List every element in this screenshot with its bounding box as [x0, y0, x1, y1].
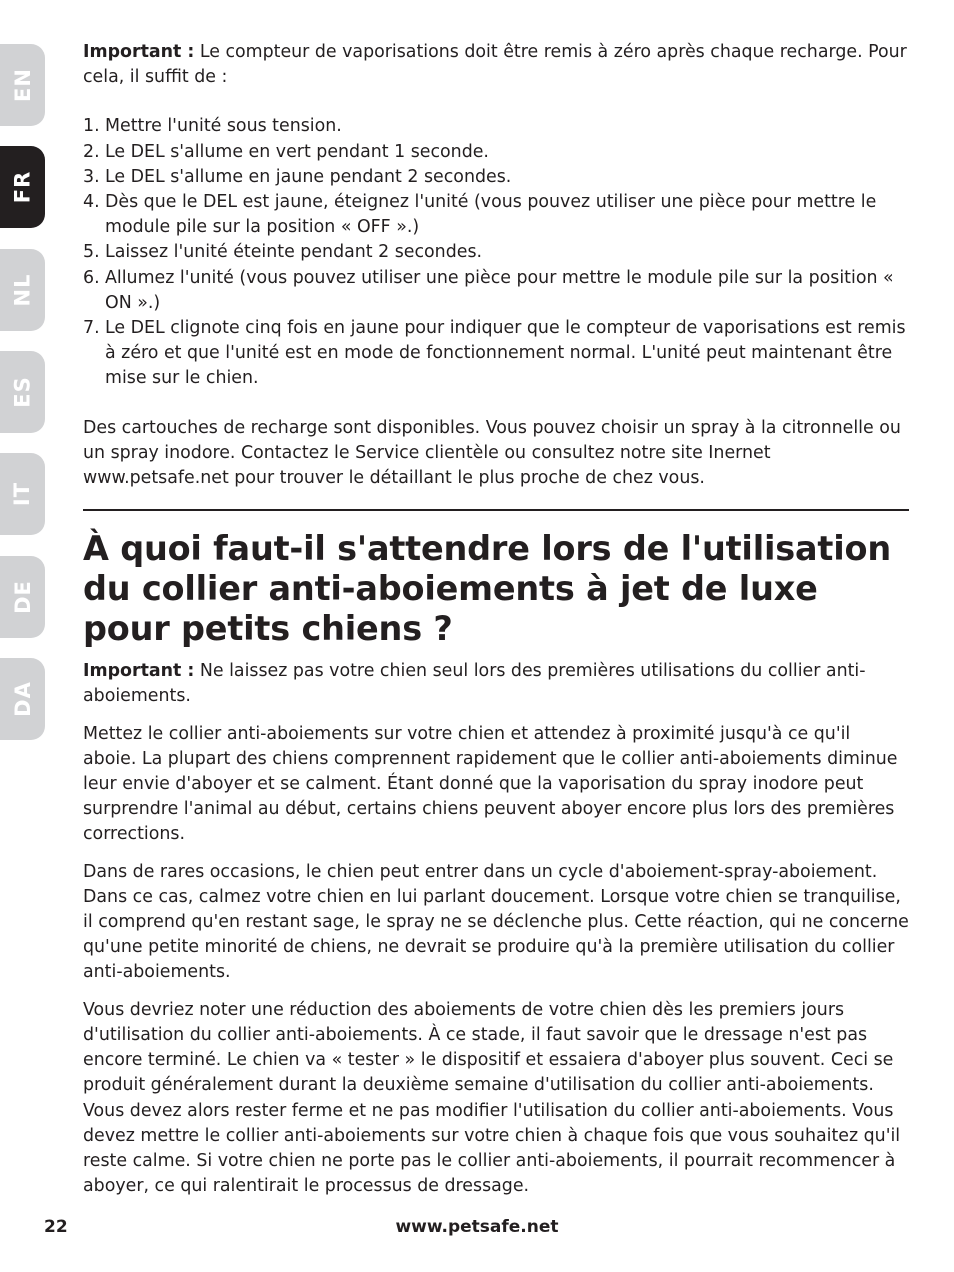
step-number: 4. [83, 192, 100, 213]
step-number: 6. [83, 267, 100, 288]
list-item [83, 240, 909, 265]
important-label: Important : [83, 661, 195, 682]
step-number: 3. [83, 166, 100, 187]
step-number: 5. [83, 242, 100, 263]
tab-es[interactable] [0, 351, 45, 433]
page-number: 22 [44, 1217, 68, 1237]
main-content [83, 40, 909, 1199]
tab-de[interactable] [0, 556, 45, 638]
list-item [83, 165, 909, 190]
tab-de-label: DE [10, 580, 35, 614]
step-text: Le DEL clignote cinq fois en jaune pour indiquer que le compteur de vaporisations est remis à zéro et que l'unité est en mode de fonctionnement normal. L'unité peut maintenant être mise sur le chien. [105, 318, 906, 389]
step-number: 7. [83, 318, 100, 339]
important-paragraph [83, 659, 909, 709]
tab-it-label: IT [10, 481, 35, 507]
footer-url[interactable]: www.petsafe.net [395, 1217, 559, 1237]
tab-nl-label: NL [10, 273, 35, 307]
step-text: Dès que le DEL est jaune, éteignez l'unité (vous pouvez utiliser une pièce pour mettre le module pile sur la position « OFF ».) [105, 192, 877, 238]
body-paragraph: Mettez le collier anti-aboiements sur votre chien et attendez à proximité jusqu'à ce qu'il aboie. La plupart des chiens comprennent rapidement que le collier anti-aboiements diminue leur envie d'aboyer et se calment. Étant donné que la vaporisation du spray inodore peut surprendre l'animal au début, certains chiens peuvent aboyer encore plus lors des premières corrections. [83, 723, 898, 845]
list-item [83, 190, 909, 240]
important-text: Ne laissez pas votre chien seul lors des premières utilisations du collier anti-aboiements. [83, 661, 866, 707]
step-text: Le DEL s'allume en jaune pendant 2 secondes. [105, 166, 512, 187]
tab-fr-label: FR [10, 170, 35, 204]
refill-paragraph: Des cartouches de recharge sont disponibles. Vous pouvez choisir un spray à la citronnelle ou un spray inodore. Contactez le Service clientèle ou consultez notre site Inernet www.petsafe.net pour trouver le détaillant le plus proche de chez vous. [83, 417, 901, 489]
list-item [83, 316, 909, 392]
list-item [83, 266, 909, 316]
tab-es-label: ES [10, 376, 35, 408]
intro-paragraph [83, 40, 909, 90]
list-item [83, 114, 909, 139]
tab-en-label: EN [10, 68, 35, 102]
tab-da[interactable] [0, 658, 45, 740]
step-text: Allumez l'unité (vous pouvez utiliser une pièce pour mettre le module pile sur la position « ON ».) [105, 267, 894, 313]
tab-fr[interactable] [0, 146, 45, 228]
intro-important-label: Important : [83, 42, 195, 62]
tab-it[interactable] [0, 453, 45, 535]
section-title: À quoi faut-il s'attendre lors de l'utilisation du collier anti-aboiements à jet de luxe pour petits chiens ? [83, 529, 891, 649]
body-paragraph: Dans de rares occasions, le chien peut entrer dans un cycle d'aboiement-spray-aboiement. Dans ce cas, calmez votre chien en lui parlant doucement. Lorsque votre chien se tranquilise, il comprend qu'en restant sage, le spray ne se déclenche plus. Cette réaction, qui ne concerne qu'une petite minorité de chiens, ne devrait se produire qu'à la première utilisation du collier anti-aboiements. [83, 861, 909, 983]
step-text: Mettre l'unité sous tension. [105, 116, 342, 137]
step-number: 1. [83, 116, 100, 137]
body-paragraph: Vous devriez noter une réduction des aboiements de votre chien dès les premiers jours d'utilisation du collier anti-aboiements. À ce stade, il faut savoir que le dressage n'est pas encore terminé. Le chien va « tester » le dispositif et essaiera d'aboyer plus souvent. Ceci se produit généralement durant la deuxième semaine d'utilisation du collier anti-aboiements. Vous devez alors rester ferme et ne pas modifier l'utilisation du collier anti-aboiements. Vous devez mettre le collier anti-aboiements sur votre chien à chaque fois que vous souhaitez qu'il reste calme. Si votre chien ne porte pas le collier anti-aboiements, il pourrait recommencer à aboyer, ce qui ralentirait le processus de dressage. [83, 999, 901, 1197]
tab-en[interactable] [0, 44, 45, 126]
list-item [83, 140, 909, 165]
step-number: 2. [83, 141, 100, 162]
tab-da-label: DA [10, 681, 35, 717]
tab-nl[interactable] [0, 249, 45, 331]
intro-text: Le compteur de vaporisations doit être remis à zéro après chaque recharge. Pour cela, il suffit de : [83, 42, 907, 88]
reset-steps-list [83, 114, 909, 391]
step-text: Le DEL s'allume en vert pendant 1 seconde. [105, 141, 489, 162]
step-text: Laissez l'unité éteinte pendant 2 secondes. [105, 242, 483, 263]
